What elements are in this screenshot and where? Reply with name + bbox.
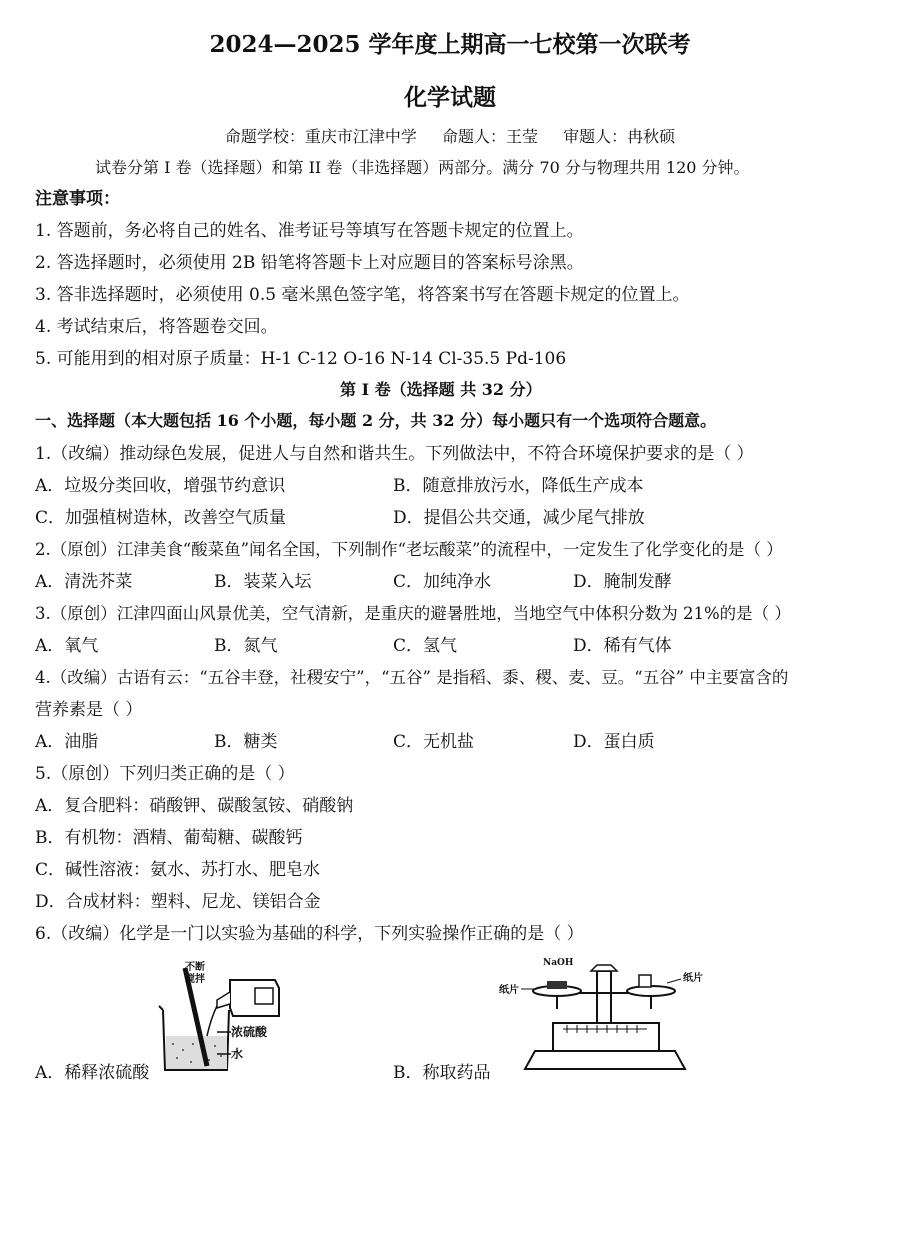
option-c: C．碱性溶液：氨水、苏打水、肥皂水 [35,860,321,880]
option-d: D．稀有气体 [573,636,672,656]
label-paper-left: 纸片 [499,985,519,996]
question-stem: 4.（改编）古语有云：“五谷丰登，社稷安宁”，“五谷” 是指稻、黍、稷、麦、豆。“五谷” 中主要富含的 [35,668,789,687]
question-stem: 1.（改编）推动绿色发展，促进人与自然和谐共生。下列做法中，不符合环境保护要求的是（ ） [35,444,754,464]
exam-meta [0,124,900,147]
label-acid: 浓硫酸 [231,1025,268,1039]
option-a: A．垃圾分类回收，增强节约意识 [35,476,286,496]
notice-item: 4. 考试结束后，将答题卷交回。 [35,317,278,337]
exam-intro: 试卷分第 I 卷（选择题）和第 II 卷（非选择题）两部分。满分 70 分与物理共用 120 分钟。 [95,158,750,177]
option-d: D．提倡公共交通，减少尾气排放 [393,508,645,528]
label-stir-2: 搅拌 [185,974,205,985]
label-stir: 不断 [185,962,205,973]
label-paper-right: 纸片 [683,973,703,984]
section-title: 第 I 卷（选择题 共 32 分） [340,380,542,399]
notice-item: 1. 答题前，务必将自己的姓名、准考证号等填写在答题卡规定的位置上。 [35,221,584,241]
option-b: B．糖类 [214,732,278,752]
balance-figure [495,953,715,1071]
option-d: D．蛋白质 [573,732,655,752]
label-naoh: NaOH [543,958,574,968]
option-c: C．氢气 [393,636,458,656]
option-d: D．合成材料：塑料、尼龙、镁铝合金 [35,892,321,912]
option-a: A．清洗芥菜 [35,572,133,592]
notice-item: 3. 答非选择题时，必须使用 0.5 毫米黑色签字笔，将答案书写在答题卡规定的位置上。 [35,285,690,305]
notice-item: 2. 答选择题时，必须使用 2B 铅笔将答题卡上对应题目的答案标号涂黑。 [35,253,584,273]
option-c: C．加纯净水 [393,572,492,592]
option-a: A．稀释浓硫酸 [35,1063,150,1083]
option-b: B．装菜入坛 [214,572,312,592]
option-c: C．加强植树造林，改善空气质量 [35,508,287,528]
question-stem: 2.（原创）江津美食“酸菜鱼”闻名全国，下列制作“老坛酸菜”的流程中，一定发生了化学变化的是（ ） [35,540,783,559]
school: 命题学校：重庆市江津中学 [224,127,417,146]
exam-title: 2024—2025 学年度上期高一七校第一次联考 [209,31,691,58]
option-b: B．称取药品 [393,1063,491,1083]
question-stem: 5.（原创）下列归类正确的是（ ） [35,764,295,784]
question-stem-cont: 营养素是（ ） [35,700,143,720]
option-a: A．复合肥料：硝酸钾、碳酸氢铵、硝酸钠 [35,796,354,816]
notice-heading: 注意事项： [35,189,120,209]
option-b: B．有机物：酒精、葡萄糖、碳酸钙 [35,828,303,848]
option-a: A．油脂 [35,732,99,752]
dilute-acid-figure [155,958,305,1078]
option-b: B．氮气 [214,636,278,656]
option-b: B．随意排放污水，降低生产成本 [393,476,644,496]
option-a: A．氧气 [35,636,99,656]
option-d: D．腌制发酵 [573,572,672,592]
subject-title: 化学试题 [404,84,496,111]
option-c: C．无机盐 [393,732,475,752]
notice-item: 5. 可能用到的相对原子质量：H-1 C-12 O-16 N-14 Cl-35.5 Pd-106 [35,349,567,369]
section-instruction: 一、选择题（本大题包括 16 个小题，每小题 2 分，共 32 分）每小题只有一个选项符合题意。 [35,411,717,430]
question-stem: 6.（改编）化学是一门以实验为基础的科学，下列实验操作正确的是（ ） [35,924,584,944]
author: 命题人：王莹 [441,127,538,146]
label-water: 水 [231,1047,244,1061]
question-stem: 3.（原创）江津四面山风景优美，空气清新，是重庆的避暑胜地，当地空气中体积分数为 21%的是（ ） [35,604,791,623]
reviewer: 审题人：冉秋硕 [563,127,676,146]
